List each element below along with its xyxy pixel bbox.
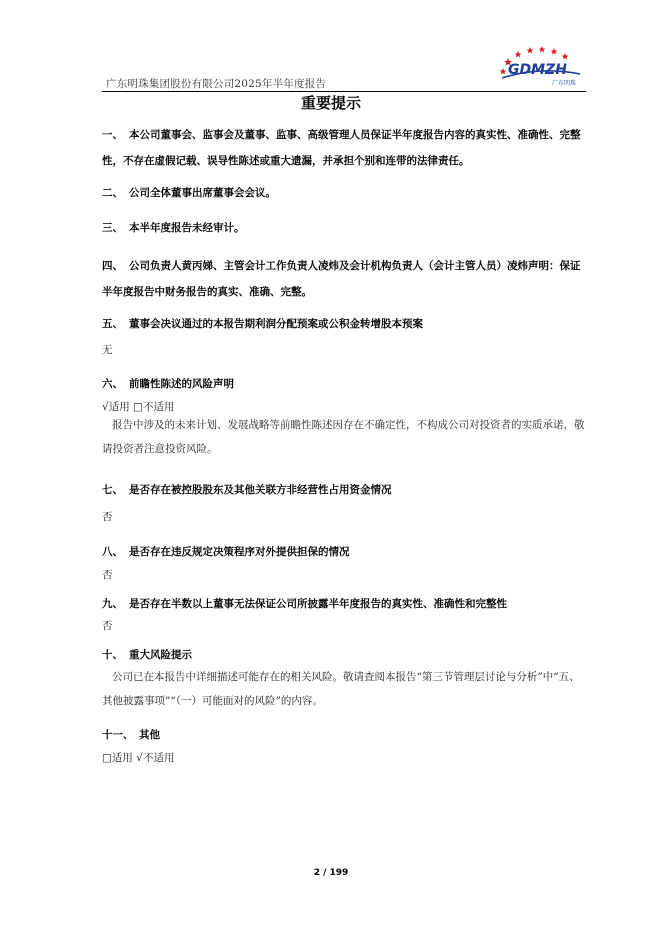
- company-logo: [494, 44, 586, 88]
- header-title: 广东明珠集团股份有限公司2025年半年度报告: [106, 78, 327, 90]
- section-6: [102, 371, 590, 397]
- section-6-statement: 报告中涉及的未来计划、发展战略等前瞻性陈述因存在不确定性，不构成公司对投资者的实质承诺，敬请投资者注意投资风险。: [102, 419, 585, 455]
- section-text: 其他: [139, 729, 160, 741]
- section-number: 十一、: [102, 729, 134, 741]
- section-6-applicability: √适用 □不适用: [102, 401, 175, 413]
- section-3: [102, 215, 590, 241]
- section-1: [102, 122, 590, 174]
- section-2: [102, 180, 590, 206]
- section-10-statement: 公司已在本报告中详细描述可能存在的相关风险。敬请查阅本报告“第三节管理层讨论与分析”中“五、其他披露事项”“（一）可能面对的风险”的内容。: [102, 671, 580, 707]
- section-4: [102, 253, 590, 305]
- section-text: 是否存在违反规定决策程序对外提供担保的情况: [129, 546, 350, 558]
- section-text: 是否存在被控股股东及其他关联方非经营性占用资金情况: [129, 484, 392, 496]
- section-5-answer: 无: [102, 344, 113, 356]
- section-number: 四、: [102, 260, 123, 272]
- section-5: [102, 311, 590, 337]
- section-7: [102, 477, 590, 503]
- section-number: 一、: [102, 129, 123, 141]
- section-text: 本半年度报告未经审计。: [129, 222, 245, 234]
- section-number: 六、: [102, 378, 123, 390]
- logo-wordmark: GDMZH: [508, 62, 567, 78]
- section-7-answer: 否: [102, 511, 113, 523]
- section-number: 五、: [102, 318, 123, 330]
- logo-subtext: 广东明珠: [552, 80, 577, 87]
- section-text: 董事会决议通过的本报告期利润分配预案或公积金转增股本预案: [129, 318, 423, 330]
- section-number: 二、: [102, 187, 123, 199]
- section-text: 前瞻性陈述的风险声明: [129, 378, 234, 390]
- section-11-applicability: □适用 √不适用: [102, 752, 175, 764]
- section-text: 本公司董事会、监事会及董事、监事、高级管理人员保证半年度报告内容的真实性、准确性、完整性，不存在虚假记载、误导性陈述或重大遗漏，并承担个别和连带的法律责任。: [102, 129, 581, 167]
- section-number: 三、: [102, 222, 123, 234]
- page-number: 2 / 199: [313, 868, 349, 878]
- section-text: 公司负责人黄丙娣、主管会计工作负责人凌炜及会计机构负责人（会计主管人员）凌炜声明：保证半年度报告中财务报告的真实、准确、完整。: [102, 260, 581, 298]
- section-number: 七、: [102, 484, 123, 496]
- section-number: 八、: [102, 546, 123, 558]
- section-number: 九、: [102, 598, 123, 610]
- section-8-answer: 否: [102, 569, 113, 581]
- section-text: 重大风险提示: [129, 649, 192, 661]
- section-11: [102, 722, 590, 748]
- section-8: [102, 539, 590, 565]
- section-9-answer: 否: [102, 620, 113, 632]
- section-text: 公司全体董事出席董事会会议。: [129, 187, 276, 199]
- section-number: 十、: [102, 649, 123, 661]
- section-text: 是否存在半数以上董事无法保证公司所披露半年度报告的真实性、准确性和完整性: [129, 598, 507, 610]
- page-title: 重要提示: [300, 94, 361, 112]
